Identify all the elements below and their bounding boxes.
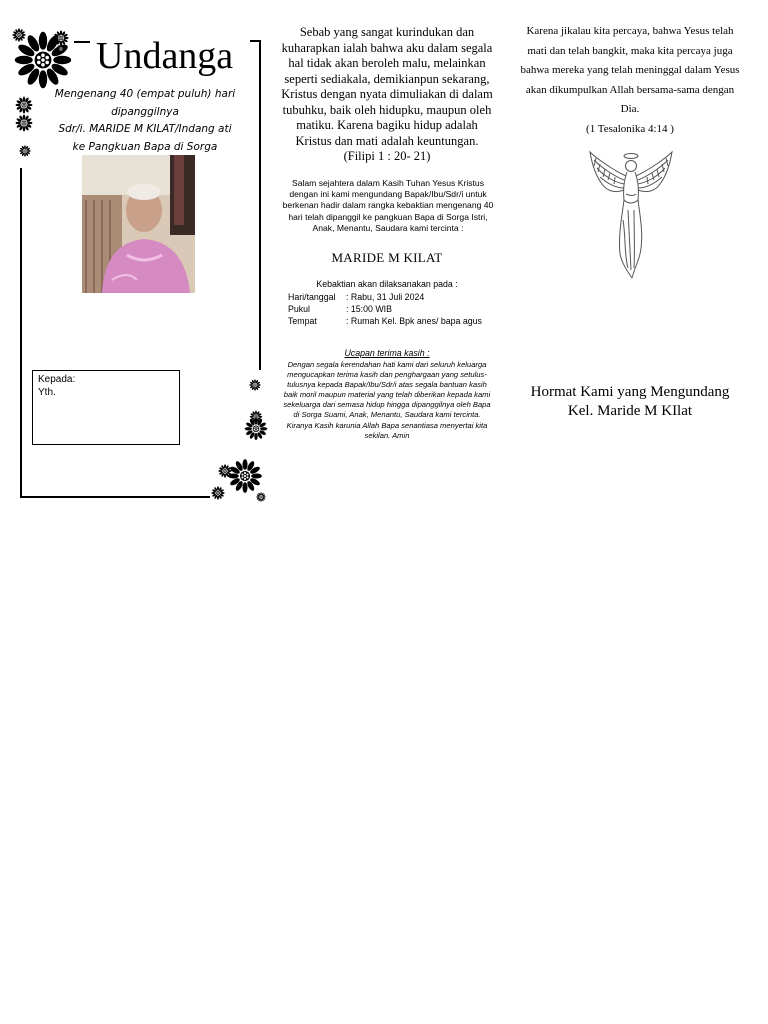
invitation-title: Undanga <box>96 35 234 77</box>
memorial-line: Sdr/i. MARIDE M KILAT/Indang ati <box>58 123 232 135</box>
greeting-line: Anak, Menantu, Saudara kami tercinta : <box>312 222 464 233</box>
service-intro: Kebaktian akan dilaksanakan pada : <box>316 279 458 289</box>
thanks-line: baik moril maupun material yang telah diberikan kepada kami <box>283 390 491 400</box>
frame-left-border <box>20 168 22 498</box>
service-row-date <box>288 291 482 303</box>
thanks-line: sekilan. Amin <box>364 430 410 440</box>
verse-line: mati dan telah bangkit, maka kita percaya juga <box>527 44 733 57</box>
bible-verse-philippians <box>270 25 504 165</box>
frame-bottom-border <box>20 496 210 498</box>
flower-icon <box>12 28 26 42</box>
thanks-line: di Sorga Suami, Anak, Menantu, Saudara kami tercinta. <box>293 410 481 420</box>
frame-right-border <box>259 40 261 370</box>
frame-top-border <box>74 41 90 43</box>
thanks-line: Dengan segala kerendahan hati kami dari seluruh keluarga <box>287 360 487 369</box>
verse-line: hal tidak akan beroleh malu, melainkan <box>288 56 486 70</box>
memorial-text <box>40 86 250 156</box>
service-row-place <box>288 315 482 327</box>
verse-line: kuharapkan ialah bahwa aku dalam segala <box>281 40 493 55</box>
address-to-label: Kepada: <box>38 374 76 385</box>
greeting-line: Salam sejahtera dalam Kasih Tuhan Yesus Kristus <box>291 178 485 188</box>
service-label: Tempat <box>288 316 317 326</box>
flower-icon <box>244 404 268 444</box>
bible-verse-thessalonians <box>512 22 748 139</box>
verse-line: tubuhku, baik oleh hidupku, maupun oleh <box>282 102 492 117</box>
address-yth-label: Yth. <box>38 387 56 398</box>
flower-icon <box>256 491 266 503</box>
greeting-line: berkenan hadir dalam rangka kebaktian mengenang 40 <box>282 200 494 211</box>
verse-line: seperti sediakala, demikianpun sekarang, <box>284 71 490 86</box>
thanks-line: Kiranya Kasih karunia Allah Bapa senantiasa menyertai kita <box>286 420 488 430</box>
verse-line: bahwa mereka yang telah meninggal dalam Yesus <box>520 64 740 76</box>
verse-line: Sebab yang sangat kurindukan dan <box>299 25 475 39</box>
flower-icon <box>56 44 66 54</box>
flower-icon <box>14 95 34 133</box>
flower-icon <box>249 378 261 392</box>
verse-line: matiku. Karena bagiku hidup adalah <box>296 118 478 132</box>
service-value: : 15:00 WIB <box>346 304 392 314</box>
service-label: Hari/tanggal <box>288 292 336 302</box>
thanks-line: tulusnya kepada Bapak/Ibu/Sdr/i atas segala bantuan kasih <box>287 380 487 390</box>
thanks-line: mengucapkan terima kasih dan penghargaan yang setulus- <box>287 370 487 380</box>
recipient-address-box <box>32 370 180 445</box>
deceased-photo <box>82 155 195 293</box>
flower-icon <box>19 145 31 157</box>
thanks-heading: Ucapan terima kasih : <box>344 348 430 358</box>
verse-reference: (Filipi 1 : 20- 21) <box>343 149 431 163</box>
memorial-line: Mengenang 40 (empat puluh) hari <box>54 88 236 100</box>
verse-reference: (1 Tesalonika 4:14 ) <box>586 122 674 135</box>
greeting-line: dengan ini kami mengundang Bapak/Ibu/Sdr/i untuk <box>289 189 487 200</box>
family-name: Kel. Maride M KIlat <box>567 403 693 419</box>
closing-signature <box>512 383 748 421</box>
flower-icon <box>211 484 225 502</box>
invitation-greeting <box>276 178 500 234</box>
memorial-line: ke Pangkuan Bapa di Sorga <box>72 140 218 153</box>
verse-line: Dia. <box>620 103 640 115</box>
deceased-name: MARIDE M KILAT <box>331 250 443 265</box>
service-value: : Rumah Kel. Bpk anes/ bapa agus <box>346 316 482 326</box>
verse-line: akan dikumpulkan Allah bersama-sama dengan <box>525 83 735 96</box>
thanks-text <box>276 360 498 441</box>
verse-line: Karena jikalau kita percaya, bahwa Yesus telah <box>526 25 734 37</box>
service-value: : Rabu, 31 Juli 2024 <box>346 292 425 302</box>
service-details <box>288 291 482 327</box>
service-row-time <box>288 303 482 315</box>
angel-icon <box>588 150 674 280</box>
verse-line: Kristus dan mati adalah keuntungan. <box>295 133 479 148</box>
verse-line: Kristus dengan nyata dimuliakan di dalam <box>281 87 493 101</box>
closing-line: Hormat Kami yang Mengundang <box>530 384 730 400</box>
thanks-line: sekeluarga dari semasa hidup hingga dipanggilnya oleh Bapa <box>283 400 491 410</box>
greeting-line: hari telah dipanggil ke pangkuan Bapa di Sorga Istri, <box>288 211 488 222</box>
memorial-line: dipanggilnya <box>111 105 179 118</box>
service-label: Pukul <box>288 304 311 314</box>
